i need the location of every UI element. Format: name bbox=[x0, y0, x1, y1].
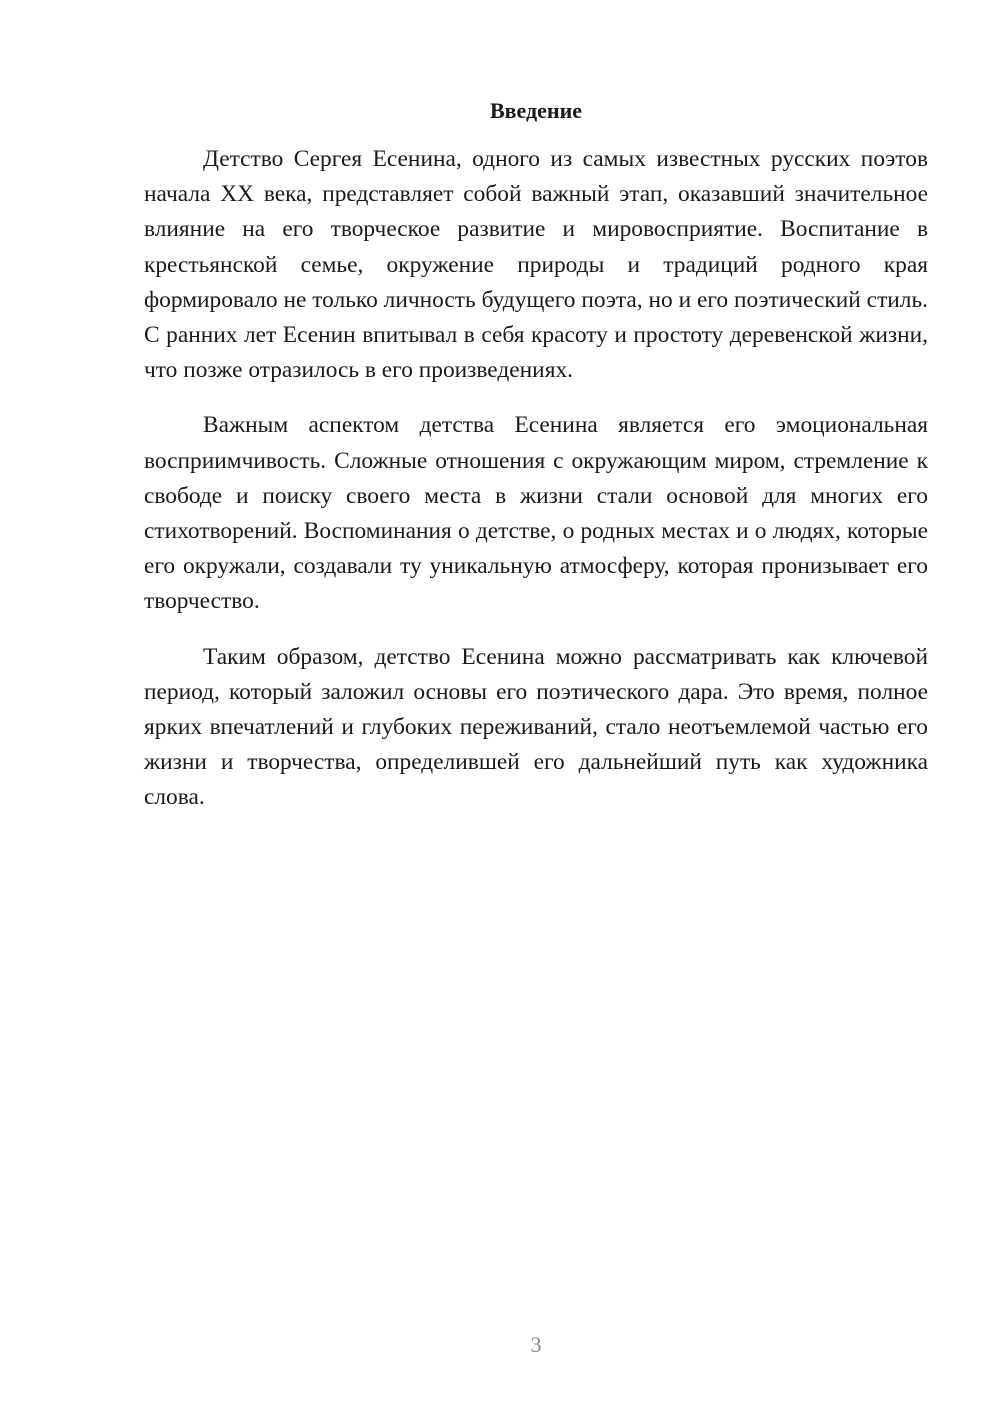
body-text bbox=[144, 142, 928, 836]
paragraph-2: Важным аспектом детства Есенина является его эмоциональная восприимчивость. Сложные отношения с окружающим миром, стремление к свободе и поиску своего места в жизни стали основой для многих его стихотворений. Воспоминания о детстве, о родных местах и о людях, которые его окружали, создавали ту уникальную атмосферу, которая пронизывает его творчество. bbox=[144, 412, 928, 615]
paragraph-3: Таким образом, детство Есенина можно рассматривать как ключевой период, который заложил основы его поэтического дара. Это время, полное ярких впечатлений и глубоких переживаний, стало неотъемлемой частью его жизни и творчества, определившей его дальнейший путь как художника слова. bbox=[144, 643, 928, 811]
paragraph-1: Детство Сергея Есенина, одного из самых известных русских поэтов начала XX века, представляет собой важный этап, оказавший значительное влияние на его творческое развитие и мировосприятие. Воспитание в крестьянской семье, окружение природы и традиций родного края формировало не только личность будущего поэта, но и его поэтический стиль. С ранних лет Есенин впитывал в себя красоту и простоту деревенской жизни, что позже отразилось в его произведениях. bbox=[144, 146, 928, 384]
page-number: 3 bbox=[530, 1332, 542, 1357]
section-heading: Введение bbox=[489, 98, 583, 123]
